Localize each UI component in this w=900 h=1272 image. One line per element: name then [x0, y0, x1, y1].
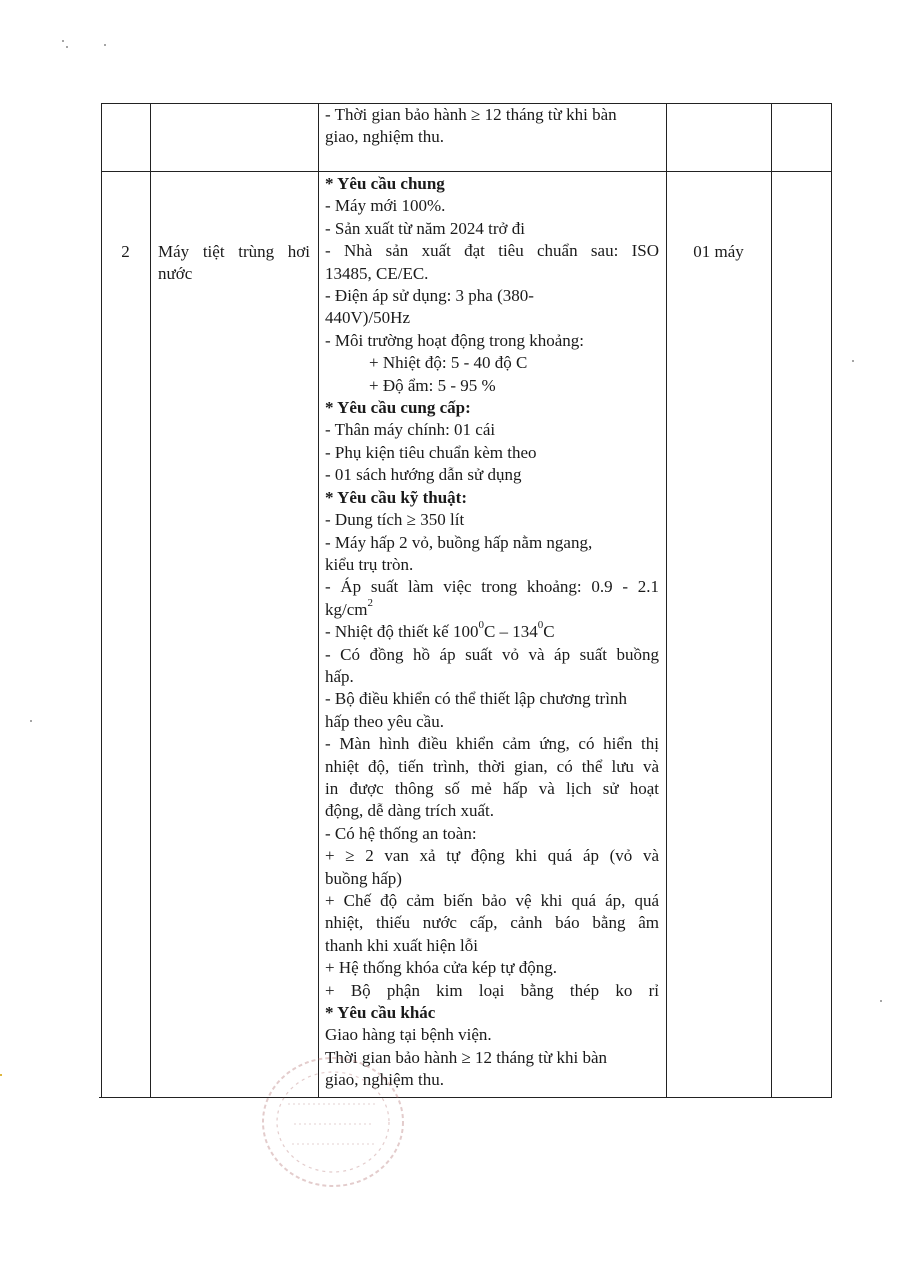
description-line: - Thân máy chính: 01 cái [325, 420, 496, 440]
description-line: + Chế độ cảm biến bảo vệ khi quá áp, quá [325, 891, 659, 910]
description-line [325, 621, 659, 643]
description-line [325, 599, 659, 621]
description-line: - Môi trường hoạt động trong khoảng: [325, 330, 585, 350]
description-line: - Máy mới 100%. [325, 196, 446, 216]
superscript: 0 [478, 619, 484, 632]
section-heading: * Yêu cầu khác [325, 1003, 436, 1023]
col-divider-4 [771, 103, 772, 1098]
description-line: + Nhiệt độ: 5 - 40 độ C [369, 353, 528, 373]
description-line: - 01 sách hướng dẫn sử dụng [325, 465, 522, 485]
item-name [158, 241, 310, 286]
description-line: - Nhà sản xuất đạt tiêu chuẩn sau: ISO [325, 241, 659, 261]
description-line: - Điện áp sử dụng: 3 pha (380- [325, 286, 534, 306]
row-number [101, 241, 150, 263]
row-number-text: 2 [121, 242, 130, 261]
description-line: giao, nghiệm thu. [325, 127, 444, 147]
description-line: động, dễ dàng trích xuất. [325, 801, 495, 821]
description-line: buồng hấp) [325, 868, 402, 888]
description-line: Giao hàng tại bệnh viện. [325, 1025, 492, 1045]
description-line: + Bộ phận kim loại bằng thép ko rỉ [325, 980, 659, 1000]
description-line: + Độ ẩm: 5 - 95 % [369, 375, 496, 395]
description-line: + Hệ thống khóa cửa kép tự động. [325, 958, 557, 978]
description-line: - Sản xuất từ năm 2024 trở đi [325, 218, 525, 238]
description-line: - Áp suất làm việc trong khoảng: 0.9 - 2.1 [325, 577, 659, 597]
scan-speck [880, 1000, 882, 1002]
description-line: - Màn hình điều khiển cảm ứng, có hiển thị [325, 734, 659, 754]
row-divider [101, 171, 832, 172]
description-line: nhiệt, thiếu nước cấp, cảnh báo bằng âm [325, 913, 659, 933]
description-line: nhiệt độ, tiến trình, thời gian, có thể lưu và [325, 756, 659, 776]
temp-text: C – 134 [483, 622, 538, 642]
col-divider-1 [150, 103, 151, 1098]
description-line: - Bộ điều khiển có thể thiết lập chương trình [325, 689, 627, 709]
description-line: - Có đồng hồ áp suất vỏ và áp suất buồng [325, 644, 659, 664]
description-line: kiểu trụ tròn. [325, 554, 414, 574]
description-line: giao, nghiệm thu. [325, 1070, 444, 1090]
unit-text: kg/cm [325, 599, 368, 619]
table-bottom-border [99, 1097, 832, 1098]
description-line: - Phụ kiện tiêu chuẩn kèm theo [325, 442, 537, 462]
scan-speck [104, 44, 106, 46]
section-heading: * Yêu cầu cung cấp: [325, 398, 471, 418]
item-quantity [666, 241, 771, 263]
quantity-text: 01 máy [693, 242, 744, 261]
item-description [325, 173, 659, 1092]
description-line: in được thông số mẻ hấp và lịch sử hoạt [325, 778, 659, 798]
description-line: Thời gian bảo hành ≥ 12 tháng từ khi bàn [325, 1047, 608, 1067]
description-line: - Máy hấp 2 vỏ, buồng hấp nằm ngang, [325, 532, 593, 552]
scan-speck [66, 46, 68, 48]
col-divider-2 [318, 103, 319, 1098]
table-right-border [831, 103, 832, 1098]
faded-stamp [258, 1052, 408, 1192]
scan-speck [62, 40, 64, 42]
superscript: 2 [367, 597, 373, 610]
scan-speck [0, 1074, 2, 1076]
item-name-line: Máy tiệt trùng hơi [158, 242, 310, 261]
description-line: - Thời gian bảo hành ≥ 12 tháng từ khi bàn [325, 105, 617, 124]
temp-text: - Nhiệt độ thiết kế 100 [325, 622, 479, 642]
item-name-line: nước [158, 264, 193, 284]
description-line: hấp. [325, 666, 354, 686]
superscript: 0 [537, 619, 544, 632]
scan-speck [852, 360, 854, 362]
description-line: 13485, CE/EC. [325, 263, 429, 283]
description-line: 440V)/50Hz [325, 308, 410, 328]
description-line: thanh khi xuất hiện lỗi [325, 935, 478, 955]
section-heading: * Yêu cầu chung [325, 174, 445, 193]
description-line: + ≥ 2 van xả tự động khi quá áp (vỏ và [325, 846, 659, 866]
description-line: - Có hệ thống an toàn: [325, 823, 477, 843]
temp-text: C [543, 622, 555, 642]
scan-speck [30, 720, 32, 722]
description-line: - Dung tích ≥ 350 lít [325, 510, 465, 530]
section-heading: * Yêu cầu kỹ thuật: [325, 487, 467, 507]
prev-row-description [325, 104, 661, 149]
description-line: hấp theo yêu cầu. [325, 711, 444, 731]
